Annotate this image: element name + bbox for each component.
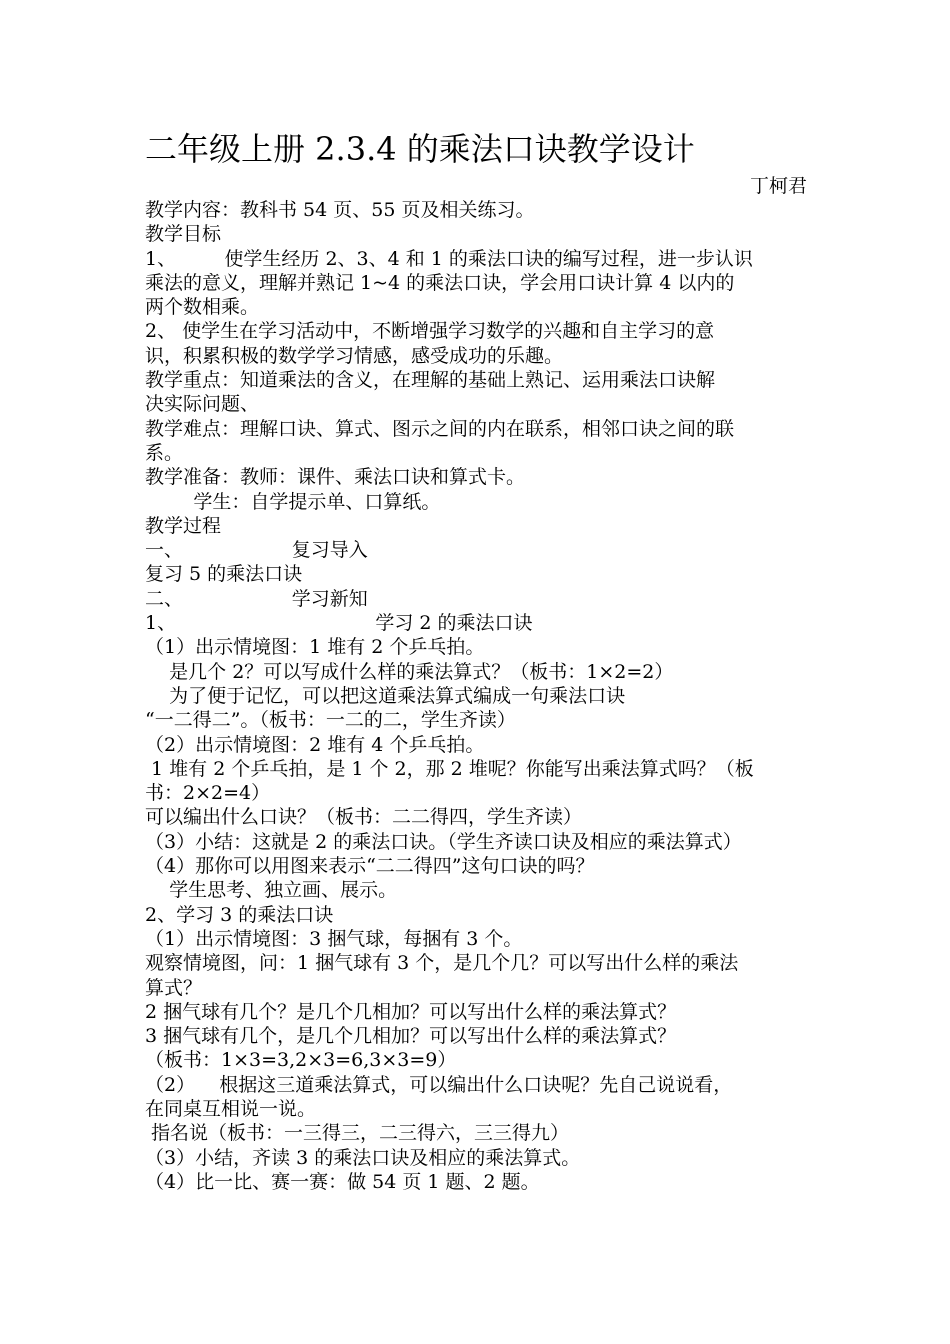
text-line: 在同桌互相说一说。 <box>145 1097 317 1120</box>
text-line: 教学重点：知道乘法的含义，在理解的基础上熟记、运用乘法口诀解 <box>145 369 716 392</box>
text-line: 教学难点：理解口诀、算式、图示之间的内在联系，相邻口诀之间的联 <box>145 417 735 440</box>
text-line: 可以编出什么口诀？（板书：二二得四，学生齐读） <box>145 806 583 829</box>
text-line: 观察情境图，问：1 捆气球有 3 个，是几个几？可以写出什么样的乘法 <box>145 952 739 975</box>
text-line: 学生：自学提示单、口算纸。 <box>145 490 441 513</box>
text-line: “一二得二”。（板书：一二的二，学生齐读） <box>145 709 516 732</box>
text-line: 系。 <box>145 441 184 464</box>
text-line: 乘法的意义，理解并熟记 1~4 的乘法口诀，学会用口诀计算 4 以内的 <box>145 271 735 294</box>
section-heading: 1、 学习 2 的乘法口诀 <box>145 612 533 635</box>
text-line: 1 堆有 2 个乒乓拍，是 1 个 2，那 2 堆呢？你能写出乘法算式吗？（板 <box>145 757 754 780</box>
section-heading: 二、 学习新知 <box>145 587 368 610</box>
text-line: 学生思考、独立画、展示。 <box>145 879 398 902</box>
document-title: 二年级上册 2.3.4 的乘法口诀教学设计 <box>145 130 695 168</box>
text-line: 为了便于记忆，可以把这道乘法算式编成一句乘法口诀 <box>145 684 626 707</box>
text-line: 教学内容：教科书 54 页、55 页及相关练习。 <box>145 199 535 221</box>
text-line: 2、 使学生在学习活动中，不断增强学习数学的兴趣和自主学习的意 <box>145 320 715 343</box>
section-heading: 一、 复习导入 <box>145 539 368 562</box>
author-name: 丁柯君 <box>749 175 807 197</box>
text-line: （2） 根据这三道乘法算式，可以编出什么口诀呢？先自己说说看， <box>145 1073 733 1096</box>
text-line: 指名说（板书：一三得三，二三得六，三三得九） <box>145 1122 570 1145</box>
text-line: 是几个 2？可以写成什么样的乘法算式？（板书：1×2=2） <box>145 660 674 683</box>
text-line: （1）出示情境图：1 堆有 2 个乒乓拍。 <box>145 636 485 659</box>
text-line: （4）那你可以用图来表示“二二得四”这句口诀的吗？ <box>145 855 595 878</box>
section-heading: 教学目标 <box>145 223 222 246</box>
text-line: 2 捆气球有几个？是几个几相加？可以写出什么样的乘法算式？ <box>145 1000 677 1023</box>
text-line: （4）比一比、赛一赛：做 54 页 1 题、2 题。 <box>145 1170 540 1193</box>
text-line: 3 捆气球有几个，是几个几相加？可以写出什么样的乘法算式？ <box>145 1025 677 1048</box>
text-line: 算式？ <box>145 976 203 999</box>
text-line: 识，积累积极的数学学习情感，感受成功的乐趣。 <box>145 344 564 367</box>
text-line: （3）小结：这就是 2 的乘法口诀。（学生齐读口诀及相应的乘法算式） <box>145 830 742 853</box>
text-line: （1）出示情境图：3 捆气球，每捆有 3 个。 <box>145 927 523 950</box>
document-page <box>145 128 807 1194</box>
text-line: 复习 5 的乘法口诀 <box>145 563 303 586</box>
section-heading: 教学过程 <box>145 514 222 537</box>
text-line: 教学准备：教师：课件、乘法口诀和算式卡。 <box>145 466 526 489</box>
text-line: 1、 使学生经历 2、3、4 和 1 的乘法口诀的编写过程，进一步认识 <box>145 247 753 270</box>
text-line: （2）出示情境图：2 堆有 4 个乒乓拍。 <box>145 733 485 756</box>
text-line: （板书：1×3=3,2×3=6,3×3=9） <box>145 1049 457 1072</box>
text-line: 决实际问题、 <box>145 393 260 416</box>
section-heading: 2、学习 3 的乘法口诀 <box>145 903 334 926</box>
text-line: （3）小结，齐读 3 的乘法口诀及相应的乘法算式。 <box>145 1146 581 1169</box>
text-line: 两个数相乘。 <box>145 296 260 319</box>
text-line: 书：2×2=4） <box>145 782 271 805</box>
